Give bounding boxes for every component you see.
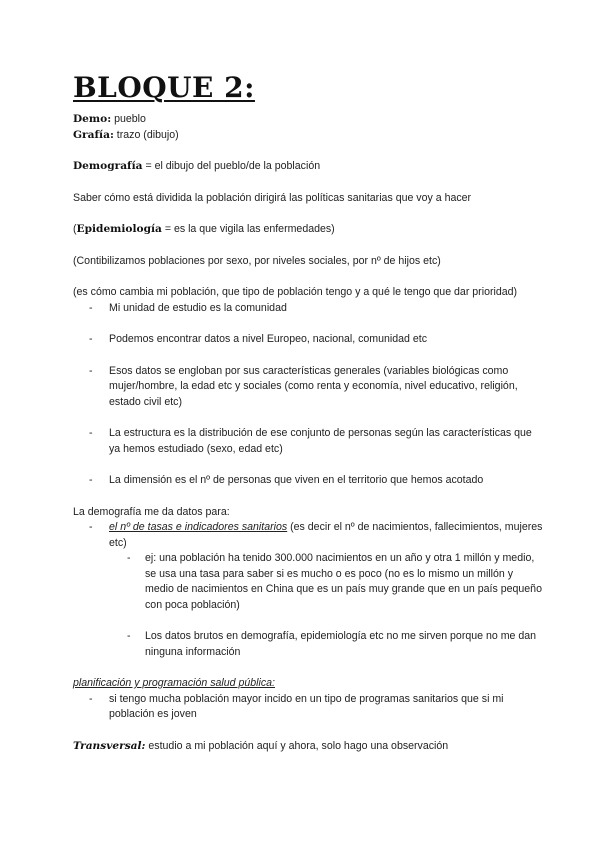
bullet-list-planificacion [73, 692, 543, 723]
transversal-text: estudio a mi población aquí y ahora, solo hago una observación [145, 739, 449, 752]
transversal-definition [73, 739, 543, 755]
list-item: - ej: una población ha tenido 300.000 nacimientos en un año y otra 1 millón y medio, se usa una tasa para saber si es mucho o es poco (no es lo mismo un millón y medio de nacimientos en China que es un país muy grande que en un país pequeño con poca población) [73, 551, 543, 613]
epidemiologia-definition [73, 222, 543, 238]
list-item: - Podemos encontrar datos a nivel Europeo, nacional, comunidad etc [73, 332, 543, 348]
page-title: BLOQUE 2: [73, 71, 255, 104]
document-page [73, 70, 543, 754]
demografia-definition [73, 159, 543, 175]
paragraph-es-como: (es cómo cambia mi población, que tipo de población tengo y a qué le tengo que dar prioridad) [73, 286, 518, 298]
bullet-list-2 [73, 551, 543, 660]
epidemiologia-text: = es la que vigila las enfermedades) [161, 223, 335, 235]
epidemiologia-term: Epidemiología [76, 223, 162, 235]
bullet-list-1 [73, 301, 543, 489]
planificacion-heading: planificación y programación salud pública: [73, 677, 275, 689]
def-demo-term: Demo: [73, 113, 112, 125]
def-grafia-text: trazo (dibujo) [113, 128, 179, 141]
list-item: - Esos datos se engloban por sus características generales (variables biológicas como mujer/hombre, la edad etc y sociales (como renta y economía, nivel educativo, religión, estado civil etc) [73, 364, 543, 411]
def-demo-text: pueblo [111, 113, 146, 125]
def-demo [73, 112, 543, 128]
list-item: - Mi unidad de estudio es la comunidad [73, 301, 543, 317]
def-grafia [73, 128, 543, 144]
list-item-tasas [73, 520, 543, 551]
list-item: - si tengo mucha población mayor incido en un tipo de programas sanitarios que si mi población es joven [73, 692, 543, 723]
paragraph-contabilizamos: (Contibilizamos poblaciones por sexo, por niveles sociales, por nº de hijos etc) [73, 254, 441, 267]
demografia-term: Demografía [73, 160, 143, 172]
paragraph-saber: Saber cómo está dividida la población dirigirá las políticas sanitarias que voy a hacer [73, 191, 472, 204]
tasas-text: (es decir el nº de nacimientos, fallecimientos, mujeres etc) [109, 521, 543, 549]
transversal-term: Transversal: [73, 739, 146, 752]
list-item: - Los datos brutos en demografía, epidemiología etc no me sirven porque no me dan ninguna información [73, 629, 543, 660]
list-item: - La dimensión es el nº de personas que viven en el territorio que hemos acotado [73, 473, 543, 489]
demografia-text: = el dibujo del pueblo/de la población [142, 160, 321, 172]
list-item: - La estructura es la distribución de ese conjunto de personas según las características que ya hemos estudiado (sexo, edad etc) [73, 426, 543, 457]
tasas-link: el nº de tasas e indicadores sanitarios [109, 521, 288, 533]
bullet-list-tasas [73, 520, 543, 551]
def-grafia-term: Grafía: [73, 128, 114, 141]
epidemiologia-open: ( [73, 223, 77, 235]
paragraph-la-demografia: La demografía me da datos para: [73, 505, 230, 518]
